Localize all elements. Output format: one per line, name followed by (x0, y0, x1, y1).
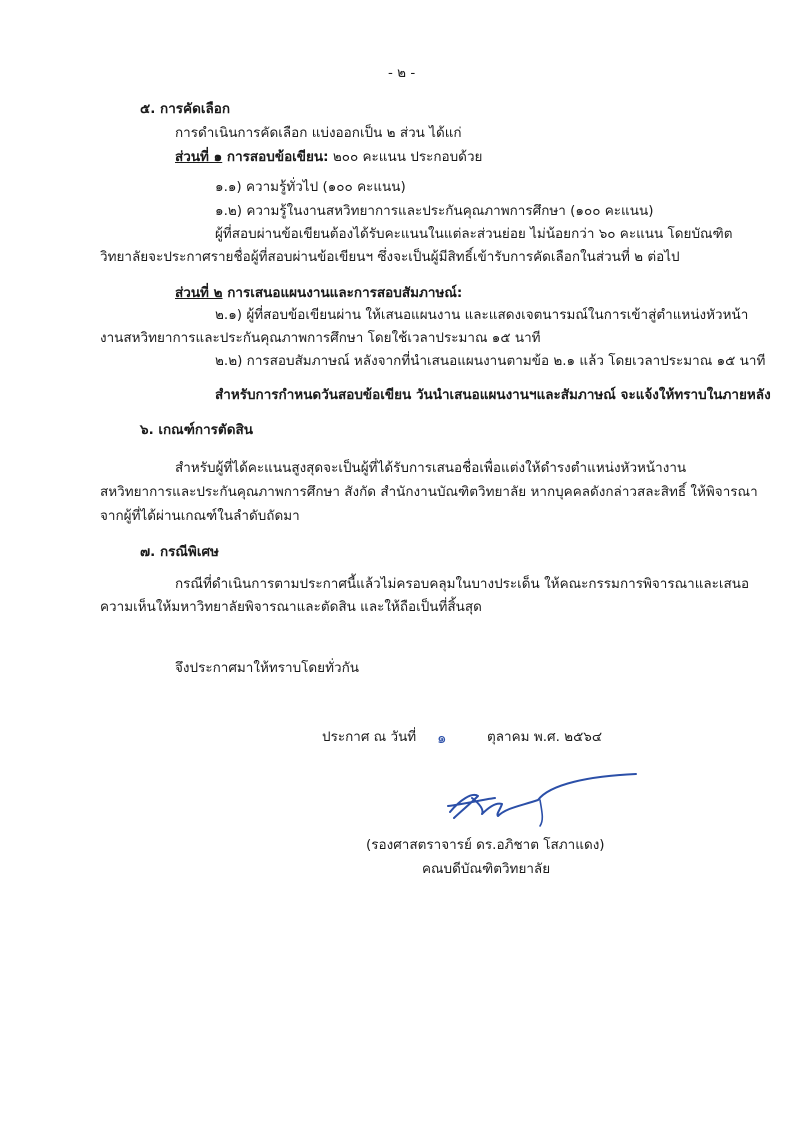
page-number: - ๒ - (388, 65, 416, 81)
section7-heading: ๗. กรณีพิเศษ (140, 544, 219, 560)
part1-title: การสอบข้อเขียน: (222, 149, 329, 165)
closing-statement: จึงประกาศมาให้ทราบโดยทั่วกัน (175, 660, 359, 676)
part2-item1-line2: งานสหวิทยาการและประกันคุณภาพการศึกษา โดยใช้เวลาประมาณ ๑๕ นาที (100, 330, 541, 346)
section6-line2: สหวิทยาการและประกันคุณภาพการศึกษา สังกัด สำนักงานบัณฑิตวิทยาลัย หากบุคคลดังกล่าวสละสิทธิ์ ให้พิจารณา (100, 484, 758, 500)
section7-line1: กรณีที่ดำเนินการตามประกาศนี้แล้วไม่ครอบคลุมในบางประเด็น ให้คณะกรรมการพิจารณาและเสนอ (175, 576, 750, 592)
announce-day: ๑ (437, 729, 447, 747)
section7-line2: ความเห็นให้มหาวิทยาลัยพิจารณาและตัดสิน และให้ถือเป็นที่สิ้นสุด (100, 599, 482, 615)
part1-label: ส่วนที่ ๑ (175, 149, 223, 165)
part2-item1-line1: ๒.๑) ผู้ที่สอบข้อเขียนผ่าน ให้เสนอแผนงาน และแสดงเจตนารมณ์ในการเข้าสู่ตำแหน่งหัวหน้า (215, 307, 749, 323)
section6-line3: จากผู้ที่ได้ผ่านเกณฑ์ในลำดับถัดมา (100, 508, 300, 524)
part1-pass-line2: วิทยาลัยจะประกาศรายชื่อผู้ที่สอบผ่านข้อเขียนฯ ซึ่งจะเป็นผู้มีสิทธิ์เข้ารับการคัดเลือกในส่วนที่ ๒ ต่อไป (100, 249, 680, 265)
section5-heading: ๕. การคัดเลือก (140, 101, 231, 117)
section6-line1: สำหรับผู้ที่ได้คะแนนสูงสุดจะเป็นผู้ที่ได้รับการเสนอชื่อเพื่อแต่งให้ดำรงตำแหน่งหัวหน้างาน (175, 460, 687, 476)
announce-month-year: ตุลาคม พ.ศ. ๒๕๖๔ (487, 729, 603, 745)
part1-rest: ๒๐๐ คะแนน ประกอบด้วย (328, 149, 483, 165)
schedule-notice: สำหรับการกำหนดวันสอบข้อเขียน วันนำเสนอแผนงานฯและสัมภาษณ์ จะแจ้งให้ทราบในภายหลัง (215, 387, 771, 403)
section5-intro: การดำเนินการคัดเลือก แบ่งออกเป็น ๒ ส่วน ได้แก่ (175, 125, 462, 141)
section6-heading: ๖. เกณฑ์การตัดสิน (140, 422, 253, 438)
part1-pass-line1: ผู้ที่สอบผ่านข้อเขียนต้องได้รับคะแนนในแต่ละส่วนย่อย ไม่น้อยกว่า ๖๐ คะแนน โดยบัณฑิต (215, 226, 733, 242)
part2-title: การเสนอแผนงานและการสอบสัมภาษณ์: (222, 285, 463, 301)
part2-label: ส่วนที่ ๒ (175, 285, 223, 301)
signatory-name: (รองศาสตราจารย์ ดร.อภิชาต โสภาแดง) (366, 837, 605, 853)
part2-heading (175, 284, 462, 302)
part1-heading (175, 148, 482, 166)
part2-item2: ๒.๒) การสอบสัมภาษณ์ หลังจากที่นำเสนอแผนงานตามข้อ ๒.๑ แล้ว โดยเวลาประมาณ ๑๕ นาที (215, 353, 766, 369)
part1-item1: ๑.๑) ความรู้ทั่วไป (๑๐๐ คะแนน) (215, 179, 406, 195)
signature-image (440, 770, 640, 830)
part1-item2: ๑.๒) ความรู้ในงานสหวิทยาการและประกันคุณภาพการศึกษา (๑๐๐ คะแนน) (215, 203, 654, 219)
announce-prefix: ประกาศ ณ วันที่ (322, 729, 417, 745)
signatory-position: คณบดีบัณฑิตวิทยาลัย (422, 861, 551, 877)
